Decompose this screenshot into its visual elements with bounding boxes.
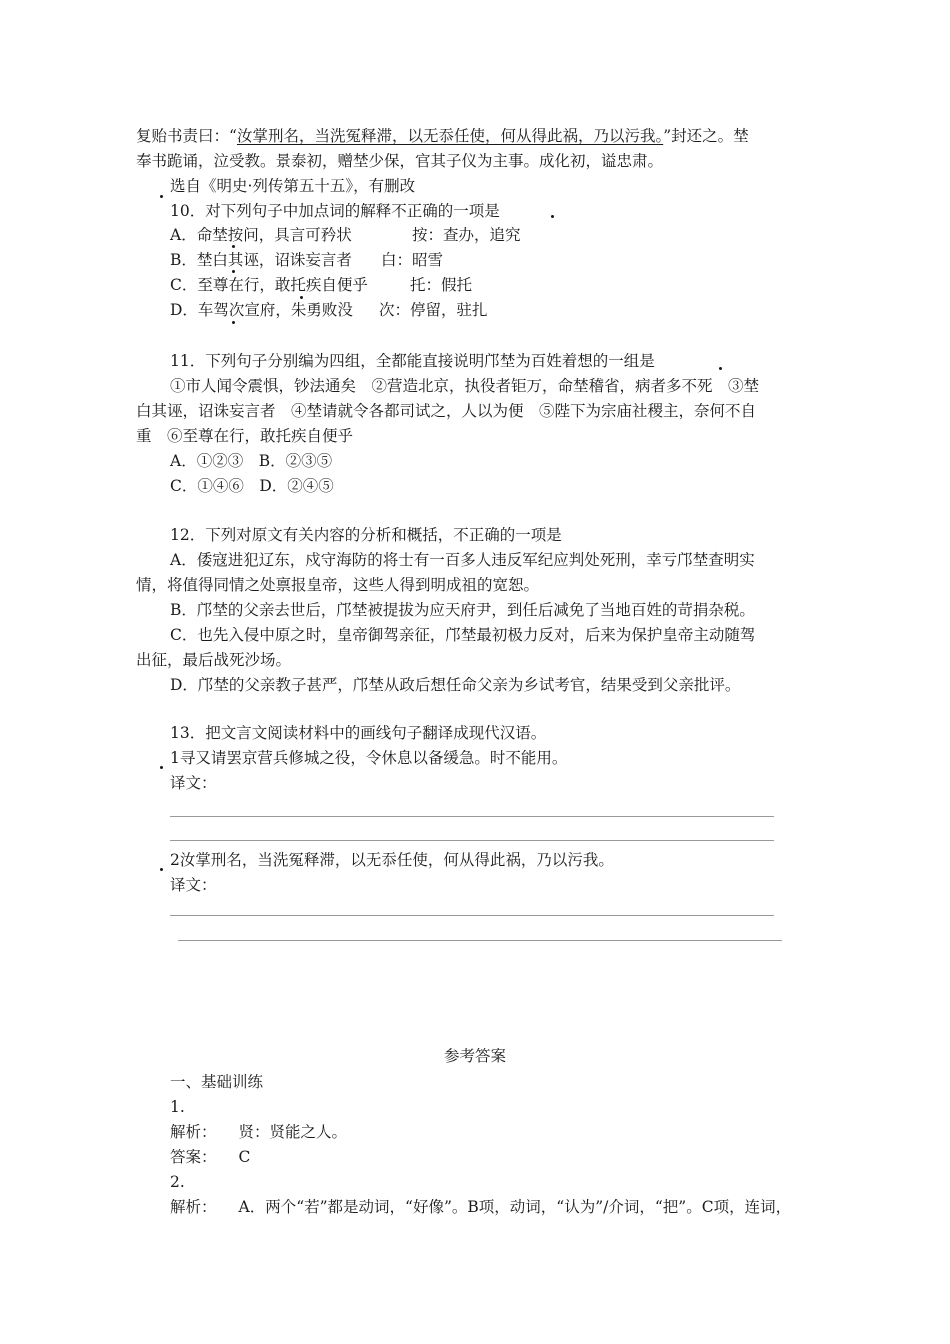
q11-item-line-3: 重 ⑥至尊在行，敢托疾自便乎 xyxy=(136,427,354,445)
answer-1-result: 答案： C xyxy=(170,1148,251,1166)
q10-option-b: B．埜白其诬，诏诛妄言者 xyxy=(170,251,352,269)
q10-option-b-def: 白：昭雪 xyxy=(381,251,444,269)
emphasis-dot xyxy=(551,215,554,218)
emphasis-dot xyxy=(232,270,235,273)
answer-line[interactable] xyxy=(170,915,774,916)
emphasis-dot xyxy=(719,367,722,370)
q10-option-d: D．车驾次宣府，朱勇败没 xyxy=(170,301,353,319)
answer-number-2: 2. xyxy=(170,1173,185,1191)
q11-item-line-2: 白其诬，诏诛妄言者 ④埜请就令各都司试之，人以为便 ⑤陛下为宗庙社稷主，奈何不自 xyxy=(136,402,757,420)
answers-title: 参考答案 xyxy=(443,1047,506,1065)
q13-translation-label-1: 译文： xyxy=(170,774,217,792)
q13-sentence-1: 1寻又请罢京营兵修城之役，令休息以备缓急。时不能用。 xyxy=(170,749,568,767)
q13-sentence-2: 2汝掌刑名，当洗冤释滞，以无忝任使，何从得此祸，乃以污我。 xyxy=(170,851,614,869)
passage-line-1: 复贻书责曰：“汝掌刑名，当洗冤释滞，以无忝任使，何从得此祸，乃以污我。”封还之。埜 xyxy=(136,127,749,145)
q13-stem: 13．把文言文阅读材料中的画线句子翻译成现代汉语。 xyxy=(170,724,547,742)
answer-2-analysis: 解析： A．两个“若”都是动词，“好像”。B项，动词，“认为”/介词，“把”。C项，连词， xyxy=(170,1198,792,1216)
q11-item-line-1: ①市人闻令震惧，钞法通矣 ②营造北京，执役者钜万，命埜稽省，病者多不死 ③埜 xyxy=(170,377,760,395)
emphasis-dot xyxy=(232,321,235,324)
q12-option-c-line-1: C．也先入侵中原之时，皇帝御驾亲征，邝埜最初极力反对，后来为保护皇帝主动随驾 xyxy=(170,626,756,644)
answer-line[interactable] xyxy=(170,816,774,817)
q10-option-a: A．命埜按问，具言可矜状 xyxy=(170,226,352,244)
q10-option-a-def: 按：查办，追究 xyxy=(412,226,521,244)
answer-line[interactable] xyxy=(170,840,774,841)
q12-option-c-line-2: 出征，最后战死沙场。 xyxy=(136,651,292,669)
q11-options-ab: A．①②③ B．②③⑤ xyxy=(170,452,333,470)
answer-line[interactable] xyxy=(178,940,782,941)
underlined-sentence: 汝掌刑名，当洗冤释滞，以无忝任使，何从得此祸，乃以污我。 xyxy=(236,127,664,145)
answers-section: 一、基础训练 xyxy=(170,1073,264,1091)
emphasis-dot xyxy=(160,868,163,871)
q12-option-d: D．邝埜的父亲教子甚严，邝埜从政后想任命父亲为乡试考官，结果受到父亲批评。 xyxy=(170,676,741,694)
q12-option-a-line-1: A．倭寇进犯辽东，戍守海防的将士有一百多人违反军纪应判处死刑，幸亏邝埜查明实 xyxy=(170,551,755,569)
q11-stem: 11．下列句子分别编为四组，全都能直接说明邝埜为百姓着想的一组是 xyxy=(170,352,655,370)
emphasis-dot xyxy=(160,766,163,769)
q11-options-cd: C．①④⑥ D．②④⑤ xyxy=(170,477,334,495)
q12-option-a-line-2: 情，将值得同情之处禀报皇帝，这些人得到明成祖的宽恕。 xyxy=(136,576,540,594)
passage-source: 选自《明史·列传第五十五》，有删改 xyxy=(170,177,416,195)
emphasis-dot xyxy=(160,195,163,198)
answer-1-analysis: 解析： 贤：贤能之人。 xyxy=(170,1123,348,1141)
q13-translation-label-2: 译文： xyxy=(170,876,217,894)
q10-option-d-def: 次：停留，驻扎 xyxy=(379,301,488,319)
answer-number-1: 1. xyxy=(170,1098,185,1116)
passage-line-2: 奉书跪诵，泣受教。景泰初，赠埜少保，官其子仪为主事。成化初，谥忠肃。 xyxy=(136,152,664,170)
q10-stem: 10．对下列句子中加点词的解释不正确的一项是 xyxy=(170,202,500,220)
q12-stem: 12．下列对原文有关内容的分析和概括，不正确的一项是 xyxy=(170,526,562,544)
q12-option-b: B．邝埜的父亲去世后，邝埜被提拔为应天府尹，到任后减免了当地百姓的苛捐杂税。 xyxy=(170,601,755,619)
q10-option-c-def: 托：假托 xyxy=(410,276,473,294)
q10-option-c: C．至尊在行，敢托疾自便乎 xyxy=(170,276,368,294)
emphasis-dot xyxy=(232,245,235,248)
